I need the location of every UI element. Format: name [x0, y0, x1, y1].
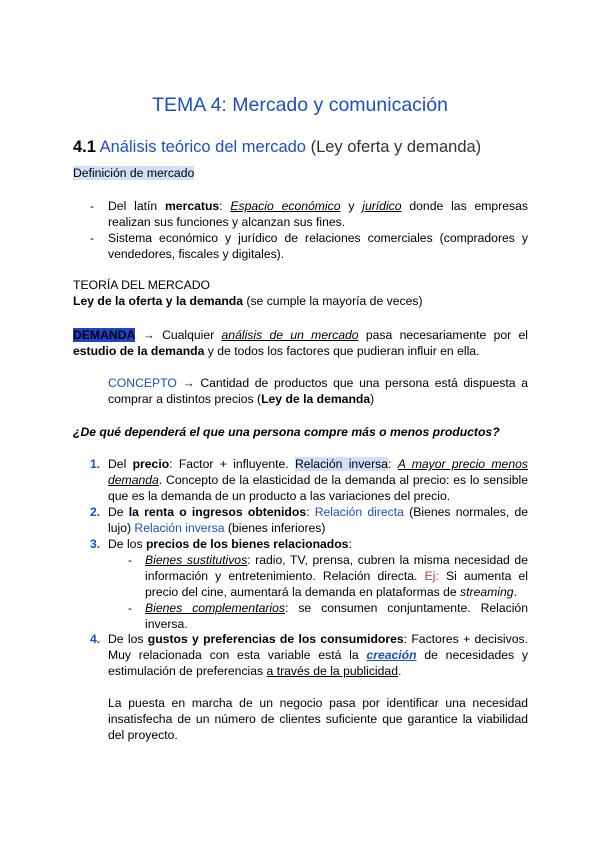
text: de necesidades y estimulación de preferencias: [108, 648, 528, 679]
term-precio: precio: [132, 457, 170, 471]
section-subtitle: (Ley oferta y demanda): [310, 138, 482, 156]
text: :: [219, 199, 231, 213]
text: Del latín: [108, 199, 165, 213]
text: (bienes inferiores): [224, 521, 326, 536]
term-analisis: análisis de un mercado: [221, 328, 359, 342]
law-line: [73, 293, 423, 309]
demand-tag: DEMANDA: [73, 328, 136, 342]
theory-heading: TEORÍA DEL MERCADO: [73, 278, 211, 292]
text: donde las empresas realizan sus funciones y alcanzan sus fines.: [108, 199, 528, 230]
relation-inverse-highlight: Relación inversa: [295, 457, 389, 471]
definition-label-wrap: [73, 165, 194, 181]
text: pasa necesariamente por el: [358, 328, 528, 342]
list-number: 2.: [90, 505, 101, 519]
example-label: Ej:: [424, 569, 439, 584]
text: De los: [108, 537, 146, 551]
demand-paragraph: [73, 327, 528, 359]
subitem-sustitutivos: [145, 552, 528, 601]
factor-item-2: [108, 504, 528, 536]
concept-paragraph: [108, 375, 528, 407]
text: De los: [108, 632, 148, 646]
section-heading: [73, 137, 481, 157]
text: y: [340, 199, 363, 213]
definition-item-2: Sistema económico y jurídico de relaciones comerciales (compradores y vendedores, fiscales y digitales).: [108, 231, 528, 262]
text: : Factores + decisivos. Muy relacionada con esta variable está la: [108, 632, 528, 663]
subitem-complementarios: [145, 600, 528, 632]
concept-label: CONCEPTO: [108, 376, 177, 390]
term-publicidad: a través de la publicidad: [266, 664, 398, 679]
text: : Factor + influyente.: [169, 457, 295, 471]
text: : se consumen conjuntamente. Relación inversa.: [145, 601, 528, 632]
text: :: [306, 505, 315, 519]
page-title: TEMA 4: Mercado y comunicación: [152, 94, 448, 116]
factor-item-1: [108, 456, 528, 505]
text: De: [108, 505, 129, 519]
term-sustitutivos: Bienes sustitutivos: [145, 553, 248, 567]
term-bienes-relacionados: precios de los bienes relacionados: [145, 537, 349, 551]
relation-inverse: Relación inversa: [134, 521, 225, 536]
term-espacio-economico: Espacio económico: [230, 199, 341, 213]
dash-marker: -: [90, 231, 95, 245]
text: .: [513, 585, 517, 600]
text: (Bienes normales, de lujo): [108, 505, 528, 536]
section-number: 4.1: [73, 138, 96, 156]
text: :: [388, 457, 398, 471]
text: Si aumenta el precio del cine, aumentará la demanda en plataformas de: [145, 569, 528, 600]
definition-item-1: [108, 198, 528, 230]
text: Del: [108, 457, 133, 471]
text: : radio, TV, prensa, cubren la misma necesidad de información y entretenimiento. Relación directa.: [145, 553, 528, 584]
dash-marker: -: [128, 601, 133, 615]
term-estudio: estudio de la demanda: [73, 344, 205, 359]
definition-label: Definición de mercado: [73, 166, 195, 180]
text: → Cualquier: [135, 328, 222, 342]
text: :: [348, 537, 352, 551]
section-title: Análisis teórico del mercado: [99, 138, 306, 156]
dash-marker: -: [128, 553, 133, 567]
law-note: (se cumple la mayoría de veces): [243, 294, 423, 308]
term-renta: la renta o ingresos obtenidos: [128, 505, 307, 519]
text: ): [370, 392, 375, 407]
closing-paragraph: La puesta en marcha de un negocio pasa por identificar una necesidad insatisfecha de un número de clientes suficiente que garantice la viabilidad del proyecto.: [108, 696, 528, 743]
question: ¿De qué dependerá el que una persona compre más o menos productos?: [73, 425, 500, 439]
text: y de todos los factores que pudieran influir en ella.: [204, 344, 480, 359]
text: . Concepto de la elasticidad de la demanda al precio: es lo sensible que es la demanda de un producto a las variaciones del precio.: [108, 473, 528, 504]
term-mercatus: mercatus: [164, 199, 220, 213]
term-ley-demanda: Ley de la demanda: [261, 392, 371, 407]
list-number: 1.: [90, 457, 101, 471]
term-streaming: streaming: [460, 585, 514, 600]
law-title: Ley de la oferta y la demanda: [73, 294, 244, 308]
factor-item-4: [108, 631, 528, 680]
list-number: 4.: [90, 632, 101, 646]
text: .: [397, 664, 402, 679]
term-gustos: gustos y preferencias de los consumidores: [147, 632, 404, 646]
dash-marker: -: [90, 199, 95, 213]
relation-direct: Relación directa: [314, 505, 404, 519]
term-mayor-precio: A mayor precio menos demanda: [108, 457, 528, 488]
list-number: 3.: [90, 537, 101, 551]
text: → Cantidad de productos que una persona está dispuesta a comprar a distintos precios (: [108, 376, 528, 407]
term-creacion: creación: [366, 648, 417, 663]
term-juridico: jurídico: [362, 199, 402, 213]
factor-item-3: [108, 536, 352, 552]
term-complementarios: Bienes complementarios: [145, 601, 285, 615]
